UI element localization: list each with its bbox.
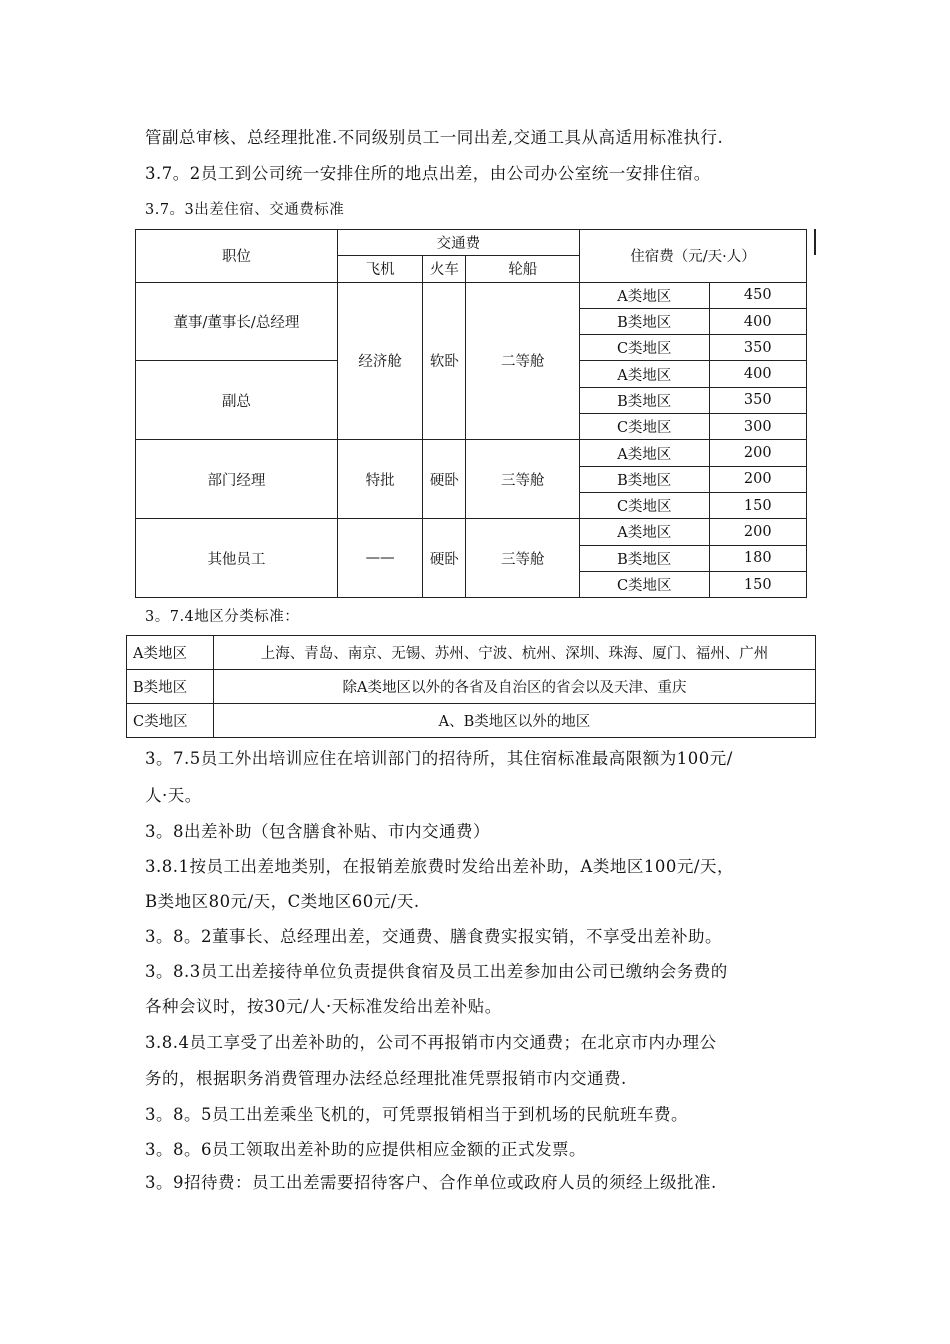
region-desc: 除A类地区以外的各省及自治区的省会以及天津、重庆 [214, 670, 816, 704]
paragraph-line: 人·天。 [145, 786, 202, 805]
region-cell: B类地区 [579, 466, 709, 492]
train-cell: 硬卧 [423, 440, 466, 519]
section-heading: 3。7.4地区分类标准： [145, 609, 300, 625]
region-cell: B类地区 [579, 545, 709, 571]
position-cell: 部门经理 [136, 440, 338, 519]
paragraph-line: 3。8出差补助（包含膳食补贴、市内交通费） [145, 822, 490, 841]
amount-cell: 200 [709, 440, 806, 466]
table-edge-mark [814, 229, 816, 255]
region-cell: A类地区 [579, 282, 709, 308]
amount-cell: 300 [709, 414, 806, 440]
header-ship: 轮船 [466, 256, 580, 282]
ship-cell: 三等舱 [466, 440, 580, 519]
ship-cell: 二等舱 [466, 282, 580, 440]
region-cell: B类地区 [579, 387, 709, 413]
header-train: 火车 [423, 256, 466, 282]
region-name: C类地区 [127, 704, 214, 738]
amount-cell: 350 [709, 335, 806, 361]
paragraph-line: B类地区80元/天，C类地区60元/天. [145, 892, 420, 911]
plane-cell: —— [337, 519, 422, 598]
region-cell: C类地区 [579, 492, 709, 518]
region-cell: C类地区 [579, 335, 709, 361]
amount-cell: 150 [709, 492, 806, 518]
paragraph-line: 3。8。5员工出差乘坐飞机的，可凭票报销相当于到机场的民航班车费。 [145, 1105, 688, 1124]
amount-cell: 350 [709, 387, 806, 413]
amount-cell: 400 [709, 361, 806, 387]
header-position: 职位 [136, 230, 338, 283]
region-cell: A类地区 [579, 519, 709, 545]
region-cell: C类地区 [579, 571, 709, 597]
paragraph-line: 3。9招待费：员工出差需要招待客户、合作单位或政府人员的须经上级批准. [145, 1173, 717, 1192]
paragraph-line: 3。8.3员工出差接待单位负责提供食宿及员工出差参加由公司已缴纳会务费的 [145, 962, 728, 981]
paragraph-line: 3。8。6员工领取出差补助的应提供相应金额的正式发票。 [145, 1140, 586, 1159]
train-cell: 软卧 [423, 282, 466, 440]
position-cell: 董事/董事长/总经理 [136, 282, 338, 361]
header-transport: 交通费 [337, 230, 579, 256]
header-lodging: 住宿费（元/天·人） [579, 230, 806, 283]
region-cell: B类地区 [579, 308, 709, 334]
ship-cell: 三等舱 [466, 519, 580, 598]
paragraph-line: 3。8。2董事长、总经理出差，交通费、膳食费实报实销，不享受出差补助。 [145, 927, 722, 946]
plane-cell: 经济舱 [337, 282, 422, 440]
position-cell: 其他员工 [136, 519, 338, 598]
paragraph-line: 3.8.4员工享受了出差补助的，公司不再报销市内交通费；在北京市内办理公 [145, 1033, 717, 1052]
region-desc: A、B类地区以外的地区 [214, 704, 816, 738]
amount-cell: 200 [709, 466, 806, 492]
amount-cell: 150 [709, 571, 806, 597]
region-cell: A类地区 [579, 440, 709, 466]
paragraph-line: 3.7。2员工到公司统一安排住所的地点出差，由公司办公室统一安排住宿。 [145, 164, 711, 183]
region-desc: 上海、青岛、南京、无锡、苏州、宁波、杭州、深圳、珠海、厦门、福州、广州 [214, 636, 816, 670]
region-cell: C类地区 [579, 414, 709, 440]
region-name: B类地区 [127, 670, 214, 704]
position-cell: 副总 [136, 361, 338, 440]
paragraph-line: 3.8.1按员工出差地类别，在报销差旅费时发给出差补助，A类地区100元/天， [145, 857, 734, 876]
amount-cell: 200 [709, 519, 806, 545]
paragraph-line: 3。7.5员工外出培训应住在培训部门的招待所，其住宿标准最高限额为100元/ [145, 749, 733, 768]
amount-cell: 450 [709, 282, 806, 308]
amount-cell: 400 [709, 308, 806, 334]
paragraph-line: 务的，根据职务消费管理办法经总经理批准凭票报销市内交通费. [145, 1069, 627, 1088]
train-cell: 硬卧 [423, 519, 466, 598]
amount-cell: 180 [709, 545, 806, 571]
region-cell: A类地区 [579, 361, 709, 387]
paragraph-line: 各种会议时，按30元/人·天标准发给出差补贴。 [145, 997, 502, 1016]
region-classification-table [126, 635, 816, 738]
paragraph-line: 管副总审核、总经理批准.不同级别员工一同出差,交通工具从高适用标准执行. [145, 128, 724, 147]
header-plane: 飞机 [337, 256, 422, 282]
travel-standard-table [135, 229, 807, 598]
section-heading: 3.7。3出差住宿、交通费标准 [145, 202, 345, 218]
plane-cell: 特批 [337, 440, 422, 519]
region-name: A类地区 [127, 636, 214, 670]
